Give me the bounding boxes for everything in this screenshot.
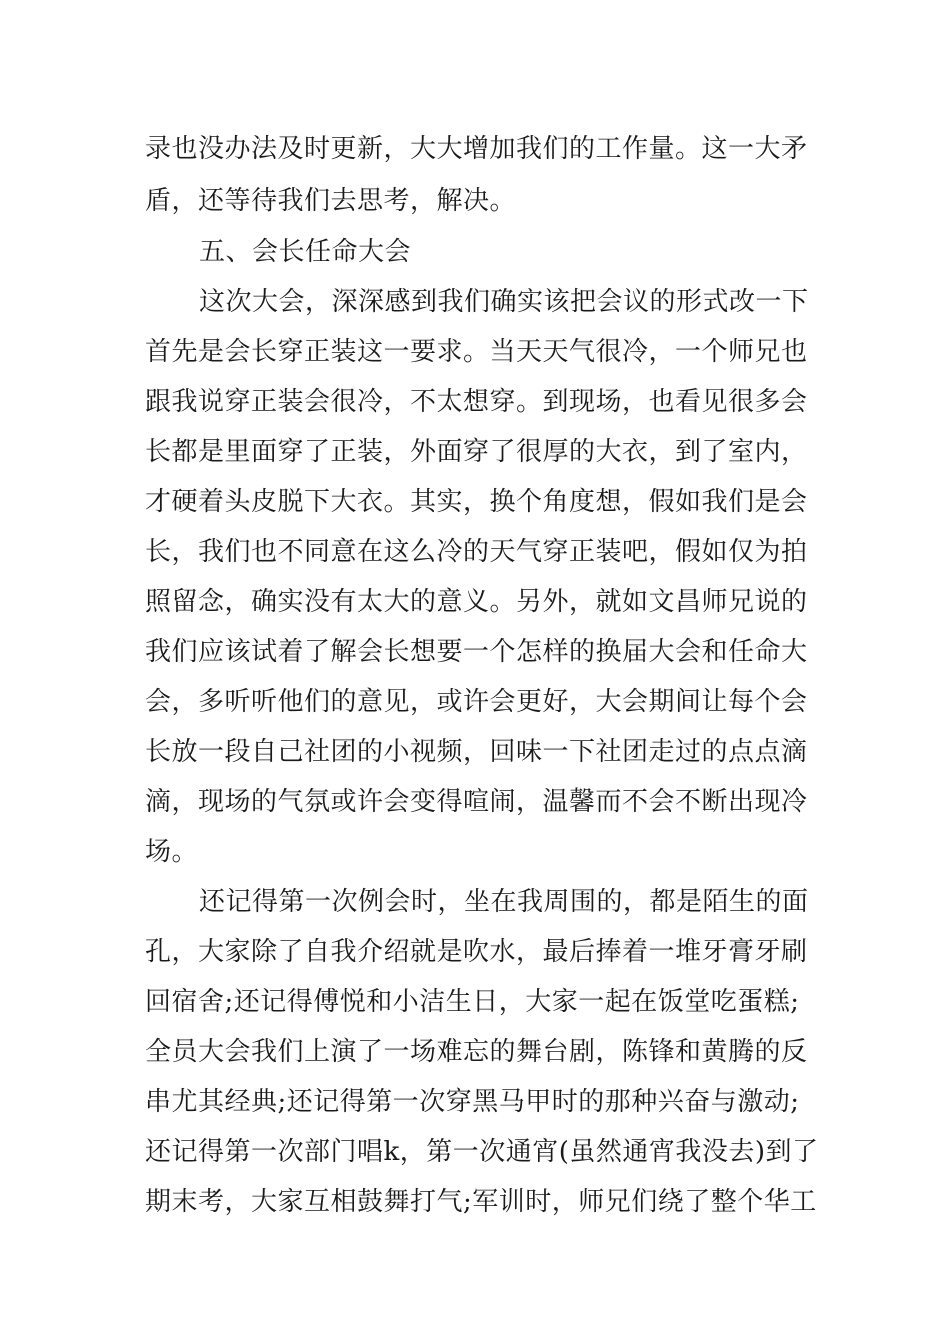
text-line: 我们应该试着了解会长想要一个怎样的换届大会和任命大 [145,637,808,667]
text-line: 录也没办法及时更新，大大增加我们的工作量。这一大矛 [145,134,808,164]
text-line: 才硬着头皮脱下大衣。其实，换个角度想，假如我们是会 [145,487,808,517]
text-line: 盾，还等待我们去思考，解决。 [145,186,517,216]
text-line: 全员大会我们上演了一场难忘的舞台剧，陈锋和黄腾的反 [145,1037,808,1067]
text-line: 串尤其经典;还记得第一次穿黑马甲时的那种兴奋与激动; [145,1087,800,1117]
text-line: 长，我们也不同意在这么冷的天气穿正装吧，假如仅为拍 [145,537,808,567]
text-line: 照留念，确实没有太大的意义。另外，就如文昌师兄说的 [145,587,808,617]
text-line: 长放一段自己社团的小视频，回味一下社团走过的点点滴 [145,737,808,767]
text-line: 还记得第一次例会时，坐在我周围的，都是陌生的面 [199,887,809,917]
text-line: 长都是里面穿了正装，外面穿了很厚的大衣，到了室内， [145,437,808,467]
text-line: 还记得第一次部门唱k，第一次通宵(虽然通宵我没去)到了 [145,1137,819,1167]
text-line: 首先是会长穿正装这一要求。当天天气很冷，一个师兄也 [145,337,808,367]
text-line: 场。 [145,837,199,867]
text-line: 孔，大家除了自我介绍就是吹水，最后捧着一堆牙膏牙刷 [145,937,808,967]
text-line: 期末考，大家互相鼓舞打气;军训时，师兄们绕了整个华工 [145,1187,817,1217]
text-line: 会，多听听他们的意见，或许会更好，大会期间让每个会 [145,687,808,717]
section-heading: 五、会长任命大会 [199,237,412,267]
text-line: 回宿舍;还记得傅悦和小洁生日，大家一起在饭堂吃蛋糕; [145,987,800,1017]
text-line: 这次大会，深深感到我们确实该把会议的形式改一下 [199,287,809,317]
text-line: 滴，现场的气氛或许会变得喧闹，温馨而不会不断出现冷 [145,787,808,817]
text-line: 跟我说穿正装会很冷，不太想穿。到现场，也看见很多会 [145,387,808,417]
